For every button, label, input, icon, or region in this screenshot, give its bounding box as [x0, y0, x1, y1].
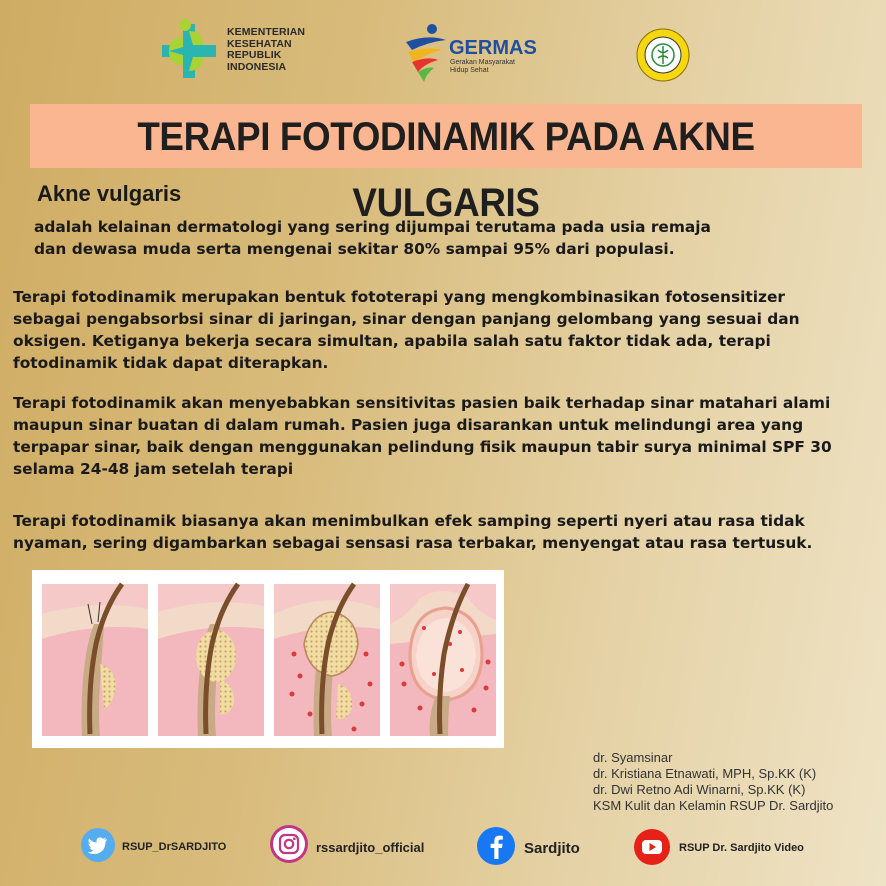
germas-tagline — [450, 59, 515, 75]
instagram-icon[interactable] — [269, 824, 309, 864]
paragraph-side-effects — [13, 510, 883, 554]
paragraph-definition — [34, 216, 794, 260]
facebook-icon[interactable] — [476, 826, 516, 866]
author-line: dr. Dwi Retno Adi Winarni, Sp.KK (K) — [593, 782, 806, 797]
paragraph-sensitivity — [13, 392, 883, 480]
text-line: dan dewasa muda serta mengenai sekitar 80% sampai 95% dari populasi. — [34, 240, 675, 258]
germas-tagline-line: Hidup Sehat — [450, 67, 489, 74]
text-line: maupun sinar buatan di dalam rumah. Pasien juga disarankan untuk melindungi area yang — [13, 416, 804, 434]
kemenkes-wordmark — [227, 27, 305, 73]
instagram-handle[interactable]: rssardjito_official — [316, 840, 425, 855]
author-line: dr. Kristiana Etnawati, MPH, Sp.KK (K) — [593, 766, 817, 781]
kemenkes-line: KEMENTERIAN — [227, 26, 306, 38]
text-line: nyaman, sering digambarkan sebagai sensasi rasa terbakar, menyengat atau rasa tertusuk. — [13, 534, 813, 552]
twitter-handle[interactable]: RSUP_DrSARDJITO — [122, 841, 227, 853]
text-line: sebagai pengabsorbsi sinar di jaringan, sinar dengan panjang gelombang yang sesuai dan — [13, 310, 800, 328]
paragraph-therapy-description — [13, 286, 883, 374]
youtube-channel-name[interactable]: RSUP Dr. Sardjito Video — [679, 842, 804, 854]
text-line: terpapar sinar, baik dengan menggunakan pelindung fisik maupun tabir surya minimal SPF 30 — [13, 438, 832, 456]
stage-4-panel — [390, 584, 496, 736]
facebook-handle[interactable]: Sardjito — [524, 840, 580, 857]
text-line: oksigen. Ketiganya bekerja secara simultan, apabila salah satu faktor tidak ada, terapi — [13, 332, 771, 350]
twitter-icon[interactable] — [80, 827, 116, 863]
author-line: dr. Syamsinar — [593, 750, 673, 765]
page-title: TERAPI FOTODINAMIK PADA AKNE VULGARIS — [137, 115, 755, 225]
text-line: Terapi fotodinamik akan menyebabkan sensitivitas pasien baik terhadap sinar matahari alami — [13, 394, 831, 412]
germas-tagline-line: Gerakan Masyarakat — [450, 59, 515, 66]
author-line: KSM Kulit dan Kelamin RSUP Dr. Sardjito — [593, 798, 834, 813]
text-line: Terapi fotodinamik biasanya akan menimbulkan efek samping seperti nyeri atau rasa tidak — [13, 512, 805, 530]
text-line: Terapi fotodinamik merupakan bentuk fototerapi yang mengkombinasikan fotosensitizer — [13, 288, 786, 306]
stage-3-panel — [274, 584, 380, 736]
stage-2-panel — [158, 584, 264, 736]
author-credits — [593, 750, 833, 814]
acne-progression-illustration — [32, 570, 504, 748]
text-line: fotodinamik tidak dapat diterapkan. — [13, 354, 329, 372]
text-line: selama 24-48 jam setelah terapi — [13, 460, 294, 478]
kemenkes-line: REPUBLIK — [227, 49, 282, 61]
kemenkes-line: INDONESIA — [227, 60, 287, 73]
youtube-icon[interactable] — [633, 828, 671, 866]
kemenkes-line: KESEHATAN — [227, 37, 292, 50]
germas-wordmark: GERMAS — [449, 37, 537, 59]
rsup-sardjito-seal-icon — [636, 28, 690, 82]
stage-1-panel — [42, 584, 148, 736]
text-line: adalah kelainan dermatologi yang sering dijumpai terutama pada usia remaja — [34, 218, 711, 236]
sub-heading: Akne vulgaris — [37, 181, 182, 206]
